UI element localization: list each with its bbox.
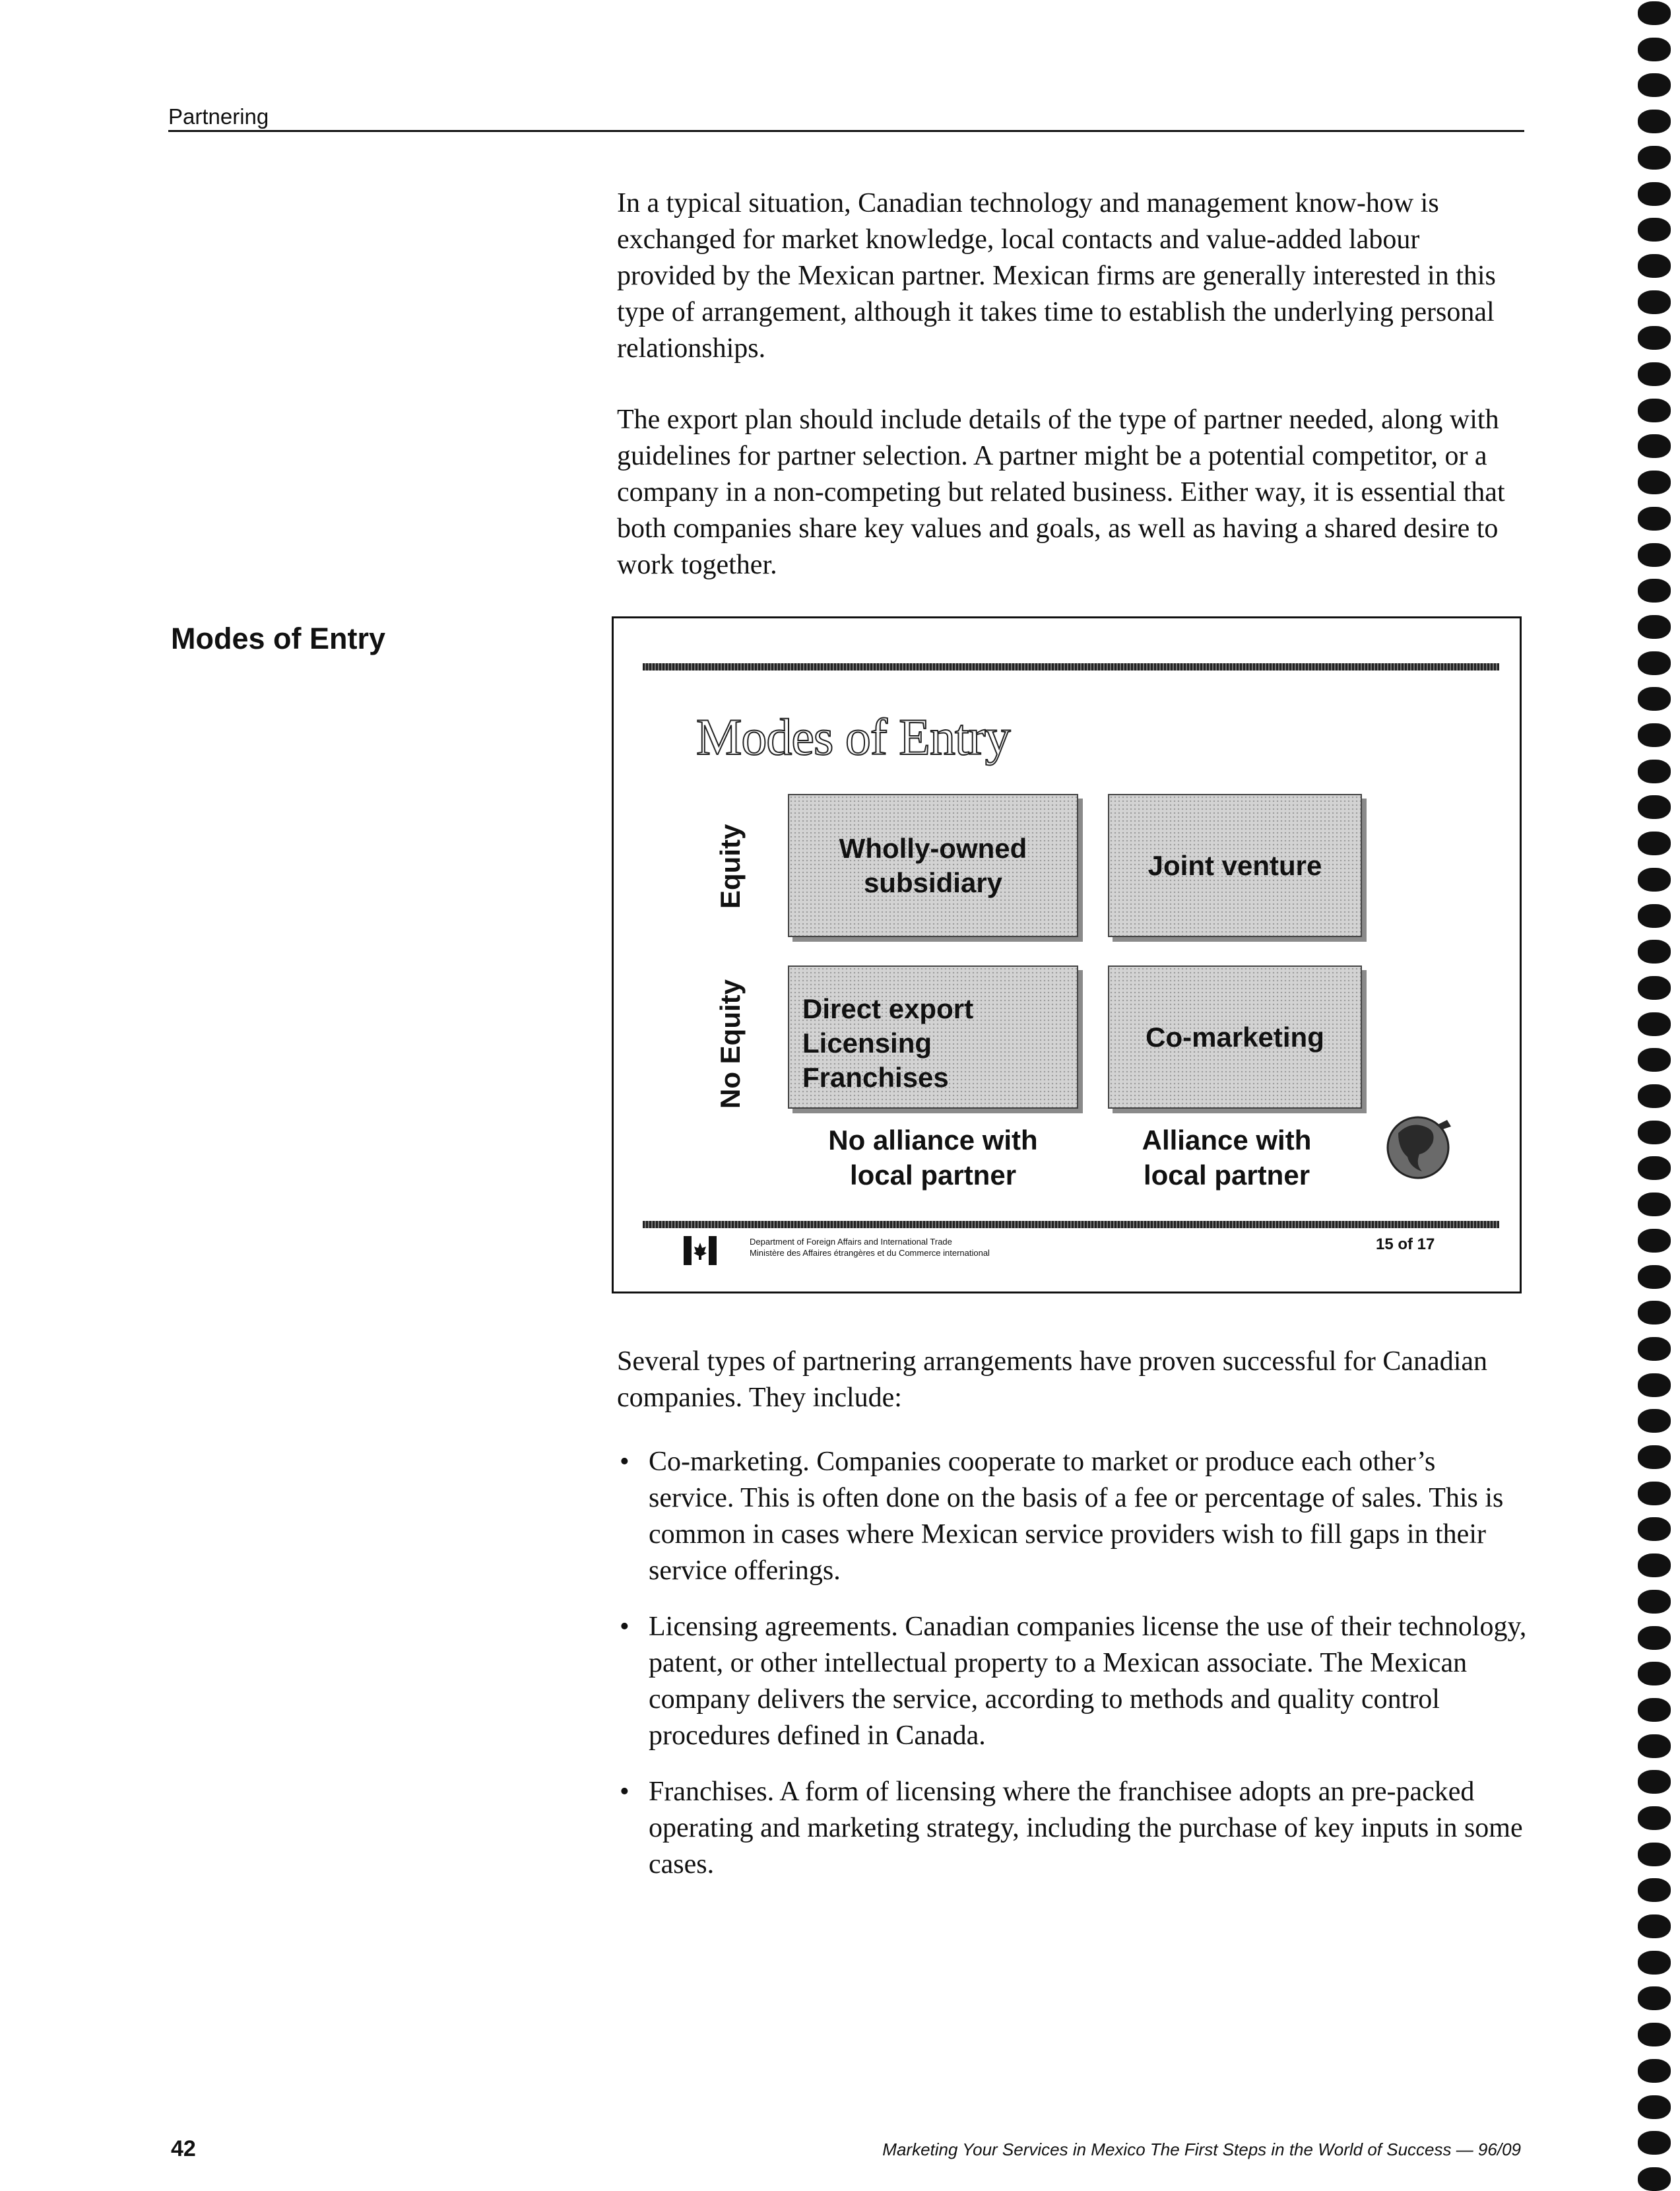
binding-hole	[1638, 1734, 1671, 1758]
quadrant-text: Direct export	[802, 993, 974, 1024]
publication-title: Marketing Your Services in Mexico The First Steps in the World of Success — 96/09	[882, 2140, 1521, 2159]
quadrant-text: Licensing	[802, 1028, 932, 1059]
list-item	[617, 1444, 1528, 1589]
binding-hole	[1638, 362, 1671, 386]
binding-hole	[1638, 2131, 1671, 2155]
slide-figure	[612, 616, 1522, 1293]
bullet-glyph: •	[620, 1612, 630, 1642]
body-paragraph: In a typical situation, Canadian technology and management know-how is exchanged for market knowledge, local contacts and value-added labour provided by the Mexican partner. Mexican firms are generally interested in this type of arrangement, although it takes time to establish the underlying personal relationships.	[617, 188, 1496, 364]
binding-hole	[1638, 1301, 1671, 1324]
binding-hole	[1638, 1986, 1671, 2010]
quadrant-wholly-owned	[788, 794, 1078, 937]
binding-hole	[1638, 1229, 1671, 1253]
department-name-fr: Ministère des Affaires étrangères et du Commerce international	[750, 1248, 990, 1258]
binding-hole	[1638, 976, 1671, 1000]
column-label-no-alliance: No alliance with local partner	[828, 1125, 1038, 1191]
bullet-text: Co-marketing. Companies cooperate to market or produce each other’s service. This is often done on the basis of a fee or percentage of sales. This is common in cases where Mexican service providers wish to fill gaps in their service offerings.	[649, 1447, 1504, 1586]
binding-hole	[1638, 940, 1671, 964]
binding-hole	[1638, 1265, 1671, 1289]
body-paragraph: The export plan should include details of the type of partner needed, along with guidelines for partner selection. A partner might be a potential competitor, or a company in a non-competing but related business. Either way, it is essential that both companies share key values and goals, as well as having a shared desire to work together.	[617, 405, 1505, 580]
binding-hole	[1638, 2023, 1671, 2046]
quadrant-text: Wholly-owned	[839, 832, 1027, 864]
binding-hole	[1638, 218, 1671, 242]
binding-hole	[1638, 1590, 1671, 1614]
list-item	[617, 1774, 1528, 1883]
binding-hole	[1638, 1517, 1671, 1541]
quadrant-text: Franchises	[802, 1062, 949, 1093]
binding-hole	[1638, 1121, 1671, 1144]
binding-hole	[1638, 1914, 1671, 1938]
binding-hole	[1638, 651, 1671, 675]
quadrant-joint-venture	[1108, 794, 1362, 937]
bullet-text: Licensing agreements. Canadian companies license the use of their technology, patent, or other intellectual property to a Mexican associate. The Mexican company delivers the service, according to methods and quality control procedures defined in Canada.	[649, 1612, 1527, 1751]
binding-hole	[1638, 615, 1671, 639]
globe-icon	[1378, 1107, 1458, 1186]
binding-hole	[1638, 904, 1671, 928]
binding-hole	[1638, 1445, 1671, 1469]
binding-hole	[1638, 2059, 1671, 2083]
binding-hole	[1638, 1626, 1671, 1650]
canada-flag-icon	[684, 1236, 717, 1265]
binding-hole	[1638, 1662, 1671, 1685]
binding-hole	[1638, 1553, 1671, 1577]
binding-hole	[1638, 434, 1671, 458]
binding-hole	[1638, 1048, 1671, 1072]
binding-hole	[1638, 1084, 1671, 1108]
department-name-en: Department of Foreign Affairs and International Trade	[750, 1237, 952, 1247]
binding-hole	[1638, 2095, 1671, 2119]
binding-hole	[1638, 290, 1671, 314]
bullet-glyph: •	[620, 1447, 630, 1477]
slide-counter: 15 of 17	[1376, 1235, 1435, 1253]
section-heading: Modes of Entry	[171, 622, 386, 655]
page-number: 42	[171, 2136, 196, 2161]
quadrant-co-marketing	[1108, 965, 1362, 1109]
binding-hole	[1638, 1012, 1671, 1036]
binding-hole	[1638, 1698, 1671, 1722]
list-item	[617, 1609, 1528, 1754]
binding-hole	[1638, 471, 1671, 494]
binding-hole	[1638, 73, 1671, 97]
binding-hole	[1638, 507, 1671, 531]
binding-hole	[1638, 254, 1671, 278]
bullet-glyph: •	[620, 1777, 630, 1807]
binding-hole	[1638, 326, 1671, 350]
binding-hole	[1638, 832, 1671, 855]
binding-hole	[1638, 1951, 1671, 1975]
binding-hole	[1638, 579, 1671, 603]
row-label-no-equity: No Equity	[715, 979, 746, 1109]
binding-hole	[1638, 2167, 1671, 2191]
binding-hole	[1638, 1878, 1671, 1902]
binding-hole	[1638, 1156, 1671, 1180]
binding-hole	[1638, 1193, 1671, 1216]
binding-hole	[1638, 1409, 1671, 1433]
binding-hole	[1638, 399, 1671, 422]
quadrant-text: subsidiary	[863, 867, 1003, 898]
running-header: Partnering	[168, 104, 269, 129]
slide-bottom-bar	[643, 1221, 1499, 1228]
binding-hole	[1638, 1373, 1671, 1397]
department-name	[750, 1236, 990, 1259]
column-label-alliance: Alliance with local partner	[1142, 1125, 1312, 1191]
binding-hole	[1638, 760, 1671, 783]
slide-top-bar	[643, 663, 1499, 670]
binding-hole	[1638, 1, 1671, 25]
binding-hole	[1638, 1770, 1671, 1794]
binding-hole	[1638, 182, 1671, 206]
quadrant-text: Joint venture	[1147, 849, 1322, 881]
bullet-text: Franchises. A form of licensing where the franchisee adopts an pre-packed operating and marketing strategy, including the purchase of key inputs in some cases.	[649, 1777, 1523, 1880]
binding-hole	[1638, 110, 1671, 133]
binding-hole	[1638, 543, 1671, 567]
quadrant-no-alliance-no-equity	[788, 965, 1078, 1109]
binding-hole	[1638, 1337, 1671, 1361]
header-rule	[168, 130, 1524, 132]
binding-hole	[1638, 1843, 1671, 1866]
bullet-list	[617, 1444, 1528, 1903]
body-paragraph: Several types of partnering arrangements have proven successful for Canadian companies. They include:	[617, 1346, 1488, 1413]
slide-title: Modes of Entry	[696, 708, 1010, 766]
binding-hole	[1638, 146, 1671, 170]
binding-hole	[1638, 1806, 1671, 1830]
binding-hole	[1638, 38, 1671, 61]
binding-hole	[1638, 868, 1671, 892]
quadrant-text: Co-marketing	[1146, 1021, 1324, 1053]
binding-hole	[1638, 723, 1671, 747]
row-label-equity: Equity	[715, 824, 746, 909]
binding-hole	[1638, 795, 1671, 819]
binding-hole	[1638, 1482, 1671, 1505]
binding-hole	[1638, 687, 1671, 711]
